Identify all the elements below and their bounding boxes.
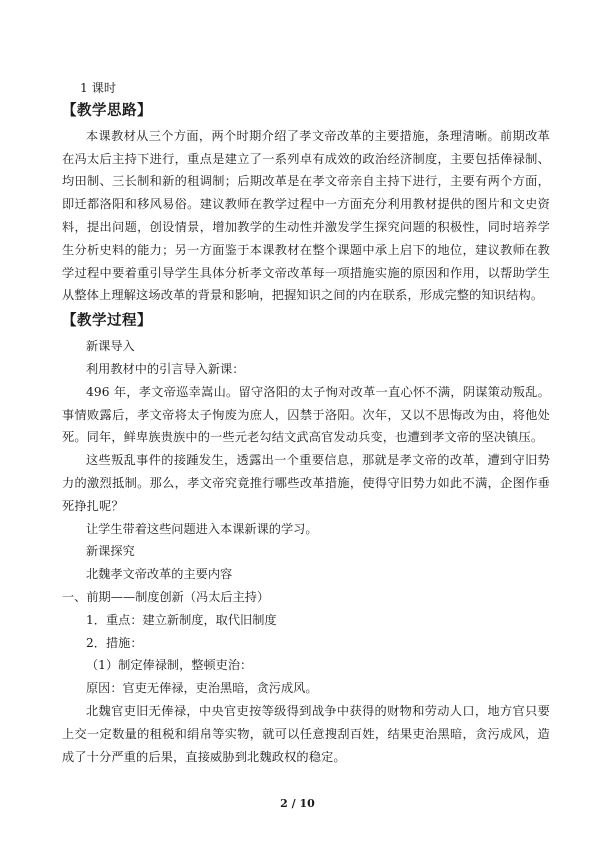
intro-paragraph-1: 496 年，孝文帝巡幸嵩山。留守洛阳的太子恂对改革一直心怀不满，阴谋策动叛乱。事情败露后，孝文帝将太子恂废为庶人，囚禁于洛阳。次年，又以不思悔改为由，将他处死。同年，鲜卑族贵族中的一些元老勾结文武高官发动兵变，也遭到孝文帝的坚决镇压。 (62, 384, 550, 445)
intro-paragraph-2: 这些叛乱事件的接踵发生，透露出一个重要信息，那就是孝文帝的改革，遭到守旧势力的激烈抵制。那么，孝文帝究竟推行哪些改革措施，使得守旧势力如此不满，企图作垂死挣扎呢？ (62, 453, 550, 513)
topic-line: 北魏孝文帝改革的主要内容 (86, 567, 233, 582)
intro-label: 新课导入 (86, 339, 135, 354)
reason-line: 原因：官吏无俸禄，吏治黑暗，贪污成风。 (86, 681, 318, 696)
teaching-idea-paragraph: 本课教材从三个方面，两个时期介绍了孝文帝改革的主要措施，条理清晰。前期改革在冯太后主持下进行，重点是建立了一系列卓有成效的政治经济制度，主要包括俸禄制、均田制、三长制和新的租调制；后期改革是在孝文帝亲自主持下进行，主要有两个方面，即迁都洛阳和移风易俗。建议教师在教学过程中一方面充分利用教材提供的图片和文史资料，提出问题，创设情景，增加教学的生动性并激发学生探究问题的积极性，同时培养学生分析史料的能力；另一方面鉴于本课教材在整个课题中承上启下的地位，建议教师在教学过程中要着重引导学生具体分析孝文帝改革每一项措施实施的原因和作用，以帮助学生从整体上理解这场改革的背景和影响，把握知识之间的内在联系，形成完整的知识结构。 (62, 128, 550, 303)
page-content (62, 77, 550, 768)
body-paragraph-4: 北魏官吏旧无俸禄，中央官吏按等级得到战争中获得的财物和劳动人口，地方官只要上交一定数量的租税和绢帛等实物，就可以任意搜刮百姓，结果吏治黑暗，贪污成风，造成了十分严重的后果，直接威胁到北魏政权的稳定。 (62, 703, 550, 764)
explore-label: 新课探究 (86, 544, 135, 559)
class-hours: 1 课时 (80, 81, 117, 95)
part1-title: 一、前期——制度创新（冯太后主持） (62, 589, 270, 604)
point-2: 2．措施： (86, 635, 143, 650)
heading-teaching-process: 【教学过程】 (62, 313, 152, 330)
intro-line: 利用教材中的引言导入新课： (86, 361, 245, 376)
page-number: 2 / 10 (280, 797, 315, 810)
intro-paragraph-3: 让学生带着这些问题进入本课新课的学习。 (86, 521, 318, 536)
point-1: 1．重点：建立新制度，取代旧制度 (86, 612, 277, 627)
heading-teaching-idea: 【教学思路】 (62, 102, 152, 119)
measure-1: （1）制定俸禄制，整顿吏治： (86, 658, 253, 673)
